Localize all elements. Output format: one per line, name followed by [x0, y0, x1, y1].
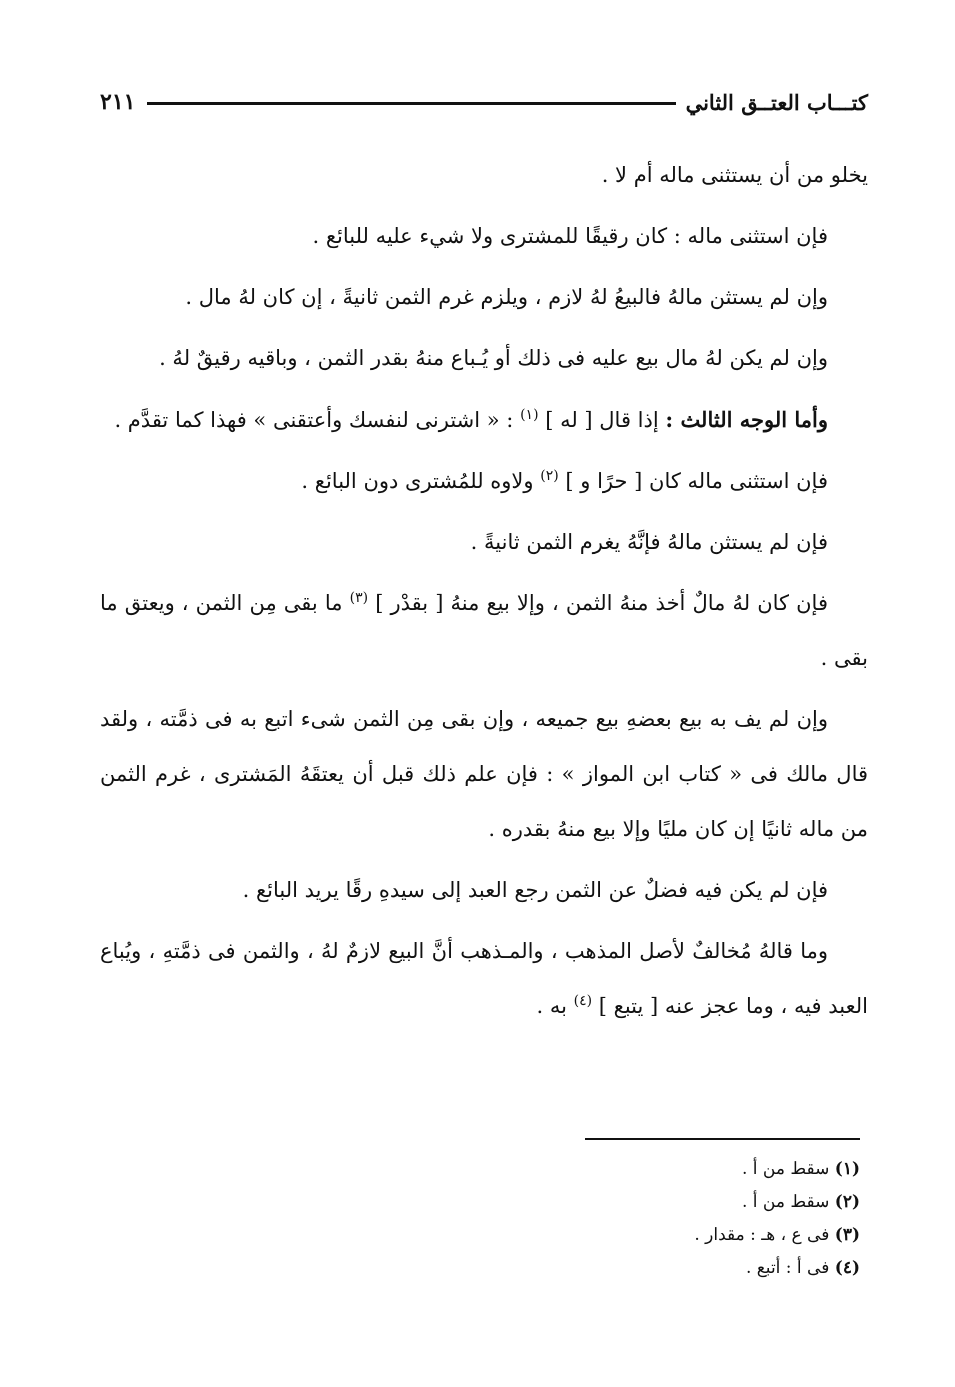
- paragraph: [100, 515, 868, 570]
- page-number: ٢١١: [100, 89, 136, 115]
- section-lead: وأما الوجه الثالث :: [665, 407, 828, 432]
- footnote-marker: (٤): [834, 1258, 860, 1278]
- paragraph-text: فإن استثنى ماله : كان رقيقًا للمشترى ولا شيء عليه للبائع .: [312, 224, 828, 248]
- paragraph-text: فإن كان لهُ مالٌ أخذ منهُ الثمن ، وإلا بيع منهُ [ بقدْر ]: [375, 591, 828, 615]
- footnote-reference: (٢): [540, 468, 559, 484]
- running-title: كتـــاب العتــق الثاني: [685, 89, 868, 115]
- paragraph: [100, 392, 868, 448]
- paragraph: [100, 863, 868, 918]
- footnote-text: فى أ : أتبع .: [745, 1258, 830, 1278]
- footnote: [440, 1219, 860, 1252]
- paragraph-text: وإن لم يكن لهُ مال بيع عليه فى ذلك أو يُـباع منهُ بقدر الثمن ، وباقيه رقيقٌ لهُ .: [159, 346, 828, 370]
- footnote-marker: (١): [834, 1159, 860, 1179]
- footnote-separator: [585, 1138, 860, 1140]
- paragraph: [100, 331, 868, 386]
- paragraph: [100, 924, 868, 1034]
- page-header: [100, 82, 868, 122]
- paragraph-text: وإن لم يستثن مالهُ فالبيعُ لهُ لازم ، ويلزم غرم الثمن ثانيةً ، إن كان لهُ مال .: [185, 285, 828, 309]
- footnote-reference: (٣): [349, 590, 369, 606]
- footnotes: [440, 1153, 860, 1285]
- header-rule: [147, 102, 675, 105]
- paragraph-text: : « اشترنى لنفسك وأعتقنى » فهذا كما تقدَّم .: [114, 408, 514, 432]
- paragraph-text: إذا قال [ له ]: [545, 408, 659, 432]
- paragraph-text: فإن لم يكن فيه فضلٌ عن الثمن رجع العبد إلى سيدهِ رقًا يريد البائع .: [242, 878, 828, 902]
- paragraph: [100, 692, 868, 857]
- paragraph: [100, 454, 868, 509]
- paragraph: [100, 270, 868, 325]
- paragraph-text: وما قالهُ مُخالفٌ لأصل المذهب ، والمـذهب أنَّ البيع لازمٌ لهُ ، والثمن فى ذمَّتهِ ، ويُباع العبد فيه ، وما عجز عنه [ يتبع ]: [100, 939, 868, 1018]
- footnote-reference: (١): [520, 407, 539, 423]
- paragraph-text: وإن لم يف به بيع بعضهِ بيع جميعه ، وإن بقى مِن الثمن شىء اتبع به فى ذمَّته ، ولقد قال مالك فى « كتاب ابن المواز » : فإن علم ذلك قبل أن يعتقَهُ المَشترى ، غرم الثمن من ماله ثانيًا إن كان مليًا وإلا بيع منهُ بقدره .: [100, 707, 868, 841]
- footnote-reference: (٤): [573, 993, 593, 1009]
- footnote-text: سقط من أ .: [741, 1159, 830, 1179]
- footnote: [440, 1153, 860, 1186]
- paragraph: [100, 209, 868, 264]
- paragraph: [100, 576, 868, 686]
- footnote: [440, 1252, 860, 1285]
- paragraph-text: به .: [536, 994, 567, 1018]
- paragraph-text: يخلو من أن يستثنى ماله أم لا .: [601, 163, 868, 187]
- paragraph-text: ما بقى مِن الثمن ، ويعتق ما بقى .: [100, 591, 868, 670]
- paragraph-text: ولاوه للمُشترى دون البائع .: [301, 469, 534, 493]
- footnote: [440, 1186, 860, 1219]
- footnote-text: فى ع ، هـ : مقدار .: [694, 1225, 830, 1245]
- paragraph-text: فإن لم يستثن مالهُ فإنَّهُ يغرم الثمن ثانيةً .: [470, 530, 828, 554]
- footnote-marker: (٣): [834, 1225, 860, 1245]
- main-text: [100, 148, 868, 1040]
- paragraph: [100, 148, 868, 203]
- footnote-marker: (٢): [834, 1192, 860, 1212]
- footnote-text: سقط من أ .: [741, 1192, 830, 1212]
- paragraph-text: فإن استثنى ماله كان [ حرًا و ]: [565, 469, 828, 493]
